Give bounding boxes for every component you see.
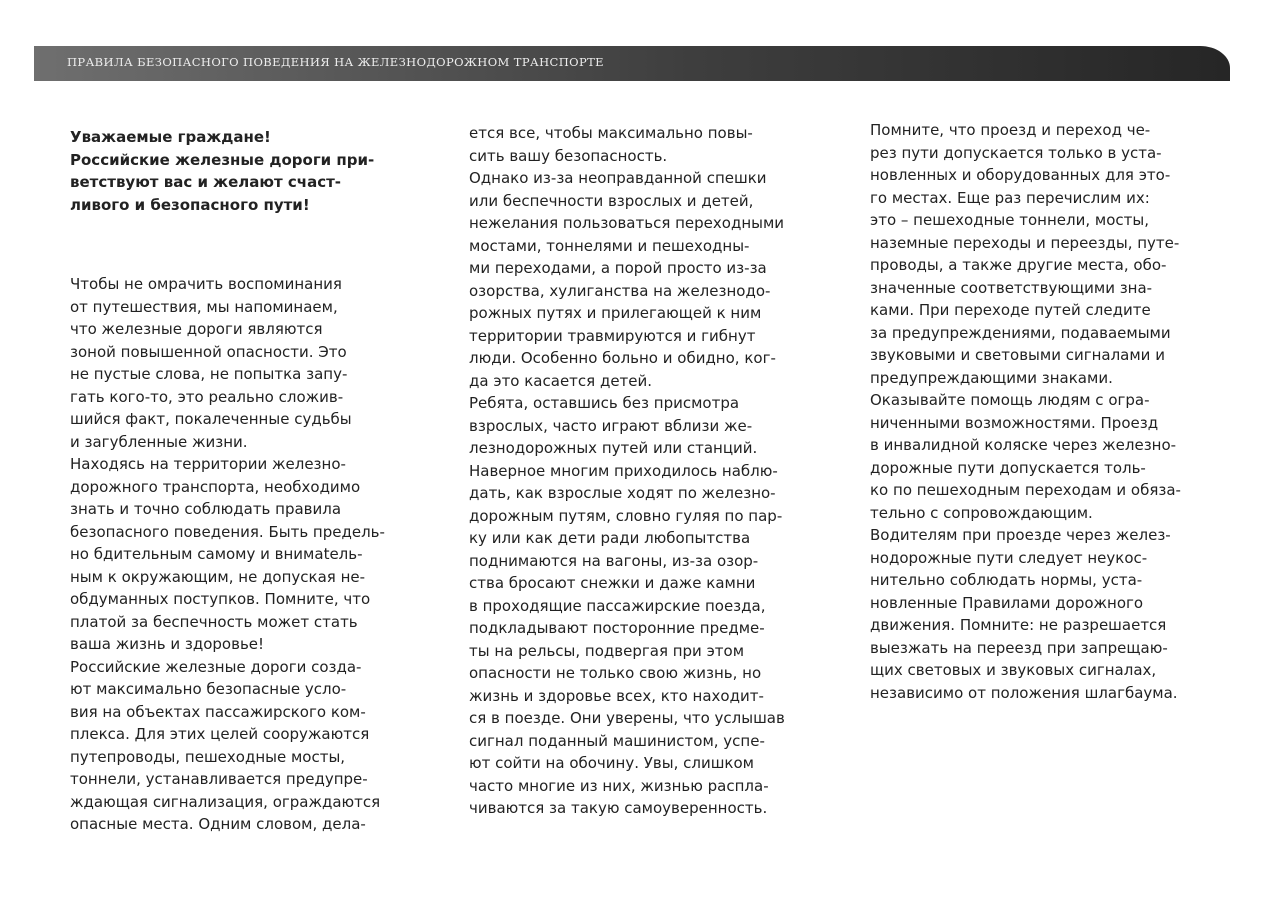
text-line: Оказывайте помощь людям с огра- [870, 391, 1150, 409]
text-line: шийся факт, покалеченные судьбы [70, 410, 352, 428]
text-line: ми переходами, а порой просто из-за [469, 259, 767, 277]
text-line: обдуманных поступков. Помните, что [70, 590, 371, 608]
text-line: дать, как взрослые ходят по железно- [469, 484, 776, 502]
text-line: опасные места. Одним словом, дела- [70, 815, 366, 833]
text-line: Чтобы не омрачить воспоминания [70, 275, 342, 293]
text-line: ся в поезде. Они уверены, что услышав [469, 709, 785, 727]
paragraph-3 [870, 524, 1240, 704]
text-line: не пустые слова, не попытка запу- [70, 365, 348, 383]
paragraph-3 [469, 392, 849, 820]
text-line: ку или как дети ради любопытства [469, 529, 751, 547]
text-line: ветствуют вас и желают счаст- [70, 173, 342, 191]
text-line: значенные соответствующими зна- [870, 278, 1153, 297]
text-line: плекса. Для этих целей сооружаются [70, 725, 370, 743]
text-line: жизнь и здоровье всех, кто находит- [469, 686, 764, 705]
text-line: мостами, тоннелями и пешеходны- [469, 236, 750, 255]
text-line: опасности не только свою жизнь, но [469, 664, 762, 682]
text-line: тельно с сопровождающим. [870, 503, 1093, 522]
text-line: да это касается детей. [469, 371, 653, 390]
text-line: гать кого-то, это реально сложив- [70, 387, 344, 406]
text-line: движения. Помните: не разрешается [870, 616, 1167, 634]
text-line: нежелания пользоваться переходными [469, 214, 785, 232]
paragraph-1 [70, 273, 450, 453]
text-line: ждающая сигнализация, ограждаются [70, 792, 381, 811]
text-line: дорожные пути допускается толь- [870, 458, 1146, 477]
text-line: звуковыми и световыми сигналами и [870, 346, 1165, 364]
greeting [70, 126, 450, 216]
text-line: в проходящие пассажирские поезда, [469, 596, 766, 615]
text-line: ным к окружающим, не допуская не- [70, 567, 366, 586]
text-line: тоннели, устанавливается предупре- [70, 770, 368, 788]
text-line: за предупреждениями, подаваемыми [870, 323, 1171, 342]
text-line: новленные Правилами дорожного [870, 593, 1144, 612]
text-line: Российские железные дороги при- [70, 150, 375, 169]
text-line: территории травмируются и гибнут [469, 326, 756, 345]
text-line: путепроводы, пешеходные мосты, [70, 747, 346, 766]
text-line: в инвалидной коляске через железно- [870, 436, 1177, 454]
paragraph-2 [70, 453, 450, 656]
text-line: предупреждающими знаками. [870, 368, 1113, 387]
text-line: ты на рельсы, подвергая при этом [469, 641, 745, 660]
header-bar [34, 46, 1230, 81]
text-line: и загубленные жизни. [70, 432, 248, 451]
text-line: дорожным путям, словно гуляя по пар- [469, 506, 783, 525]
text-line: ками. При переходе путей следите [870, 301, 1151, 319]
text-line: озорства, хулиганства на железнодо- [469, 281, 771, 300]
text-line: Находясь на территории железно- [70, 455, 346, 473]
text-line: рожных путях и прилегающей к ним [469, 304, 762, 322]
text-line: поднимаются на вагоны, из-за озор- [469, 551, 759, 570]
text-line: безопасного поведения. Быть предель- [70, 522, 385, 541]
text-line: Наверное многим приходилось наблю- [469, 461, 778, 480]
text-line: наземные переходы и переезды, путе- [870, 233, 1180, 252]
text-line: Однако из-за неоправданной спешки [469, 169, 767, 187]
text-line: или беспечности взрослых и детей, [469, 191, 754, 210]
text-line: люди. Особенно больно и обидно, ког- [469, 349, 776, 367]
text-line: часто многие из них, жизнью распла- [469, 776, 769, 795]
paragraph-3 [70, 656, 450, 836]
paragraph-1 [870, 119, 1240, 389]
column-3 [870, 119, 1240, 704]
column-1 [70, 126, 450, 836]
text-line: Уважаемые граждане! [70, 128, 271, 146]
text-line: сить вашу безопасность. [469, 146, 668, 165]
paragraph-2 [870, 389, 1240, 524]
text-line: ства бросают снежки и даже камни [469, 574, 756, 592]
text-line: Водителям при проезде через желез- [870, 526, 1171, 544]
text-line: Ребята, оставшись без присмотра [469, 394, 740, 412]
text-line: Помните, что проезд и переход че- [870, 121, 1151, 139]
text-line: щих световых и звуковых сигналах, [870, 661, 1157, 679]
text-line: чиваются за такую самоуверенность. [469, 799, 768, 817]
text-line: взрослых, часто играют вблизи же- [469, 416, 753, 435]
paragraph-2 [469, 167, 849, 392]
text-line: ко по пешеходным переходам и обяза- [870, 481, 1181, 499]
text-line: что железные дороги являются [70, 320, 323, 338]
text-line: выезжать на переезд при запрещаю- [870, 638, 1168, 657]
text-line: ют сойти на обочину. Увы, слишком [469, 754, 754, 772]
paragraph-1 [469, 122, 849, 167]
text-line: подкладывают посторонние предме- [469, 619, 765, 637]
text-line: вия на объектах пассажирского ком- [70, 702, 366, 721]
text-line: нительно соблюдать нормы, уста- [870, 571, 1143, 589]
text-line: ниченными возможностями. Проезд [870, 413, 1159, 432]
column-2 [469, 122, 849, 820]
text-line: но бдительным самому и внимatель- [70, 545, 363, 563]
text-line: сигнал поданный машинистом, успе- [469, 731, 765, 750]
text-line: го местах. Еще раз перечислим их: [870, 188, 1150, 207]
text-line: это – пешеходные тоннели, мосты, [870, 211, 1149, 229]
text-line: зоной повышенной опасности. Это [70, 342, 347, 361]
text-line: проводы, а также другие места, обо- [870, 256, 1167, 274]
text-line: от путешествия, мы напоминаем, [70, 297, 338, 316]
text-line: ют максимально безопасные усло- [70, 680, 347, 698]
text-line: нодорожные пути следует неукос- [870, 548, 1148, 567]
text-line: Российские железные дороги созда- [70, 657, 362, 676]
text-line: ется все, чтобы максимально повы- [469, 124, 753, 142]
text-line: ливого и безопасного пути! [70, 195, 310, 214]
text-line: ваша жизнь и здоровье! [70, 635, 265, 653]
text-line: платой за беспечность может стать [70, 612, 358, 631]
text-line: знать и точно соблюдать правила [70, 500, 342, 518]
text-line: лезнодорожных путей или станций. [469, 439, 758, 457]
header-title: ПРАВИЛА БЕЗОПАСНОГО ПОВЕДЕНИЯ НА ЖЕЛЕЗНОДОРОЖНОМ ТРАНСПОРТЕ [67, 55, 604, 69]
text-line: дорожного транспорта, необходимо [70, 477, 361, 496]
text-line: независимо от положения шлагбаума. [870, 683, 1178, 702]
text-line: рез пути допускается только в уста- [870, 143, 1162, 162]
text-line: новленных и оборудованных для это- [870, 166, 1171, 184]
